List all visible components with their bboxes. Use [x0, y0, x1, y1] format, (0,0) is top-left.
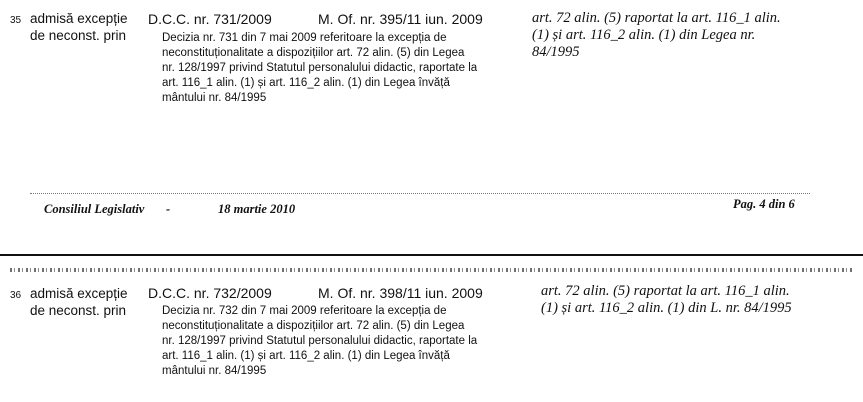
- article-line: art. 72 alin. (5) raportat la art. 116_1 alin.: [541, 283, 790, 299]
- footer-separator: -: [166, 202, 171, 216]
- decision-description: [162, 304, 477, 379]
- article-reference: [541, 283, 792, 317]
- official-gazette-reference: M. Of. nr. 395/11 iun. 2009: [318, 11, 483, 27]
- footer-issuer: Consiliul Legislativ: [44, 202, 145, 216]
- footer-date: 18 martie 2010: [218, 202, 296, 216]
- article-reference: [532, 10, 781, 61]
- decision-reference: D.C.C. nr. 731/2009: [148, 11, 272, 27]
- status-line-1: admisă excepție: [30, 286, 128, 301]
- description-line: nr. 128/1997 privind Statutul personalului didactic, raportate la: [162, 335, 478, 347]
- article-line: (1) și art. 116_2 alin. (1) din Legea nr.: [532, 27, 756, 43]
- decision-reference: D.C.C. nr. 732/2009: [148, 285, 272, 301]
- page-break-line: [0, 254, 863, 256]
- article-line: art. 72 alin. (5) raportat la art. 116_1 alin.: [532, 10, 781, 26]
- status-line-1: admisă excepție: [30, 11, 128, 26]
- footer-page-number: Pag. 4 din 6: [733, 197, 795, 211]
- description-line: mântului nr. 84/1995: [162, 365, 267, 377]
- article-line: 84/1995: [532, 44, 580, 60]
- scan-noise-band: [10, 268, 853, 272]
- entry-number: 35: [10, 15, 22, 26]
- entry-number: 36: [10, 290, 22, 301]
- description-line: neconstituționalitate a dispozițiilor art. 72 alin. (5) din Legea: [162, 47, 465, 59]
- article-line: (1) și art. 116_2 alin. (1) din L. nr. 84/1995: [541, 300, 792, 316]
- description-line: Decizia nr. 732 din 7 mai 2009 referitoare la excepția de: [162, 305, 447, 317]
- description-line: nr. 128/1997 privind Statutul personalului didactic, raportate la: [162, 62, 478, 74]
- status-line-2: de neconst. prin: [30, 303, 127, 318]
- description-line: Decizia nr. 731 din 7 mai 2009 referitoare la excepția de: [162, 32, 447, 44]
- description-line: neconstituționalitate a dispozițiilor art. 72 alin. (5) din Legea: [162, 320, 465, 332]
- description-line: art. 116_1 alin. (1) și art. 116_2 alin. (1) din Legea învăță: [162, 77, 450, 89]
- description-line: mântului nr. 84/1995: [162, 92, 267, 104]
- decision-description: [162, 31, 477, 106]
- description-line: art. 116_1 alin. (1) și art. 116_2 alin. (1) din Legea învăță: [162, 350, 450, 362]
- status-line-2: de neconst. prin: [30, 28, 127, 43]
- official-gazette-reference: M. Of. nr. 398/11 iun. 2009: [318, 285, 483, 301]
- dotted-separator: [30, 193, 810, 194]
